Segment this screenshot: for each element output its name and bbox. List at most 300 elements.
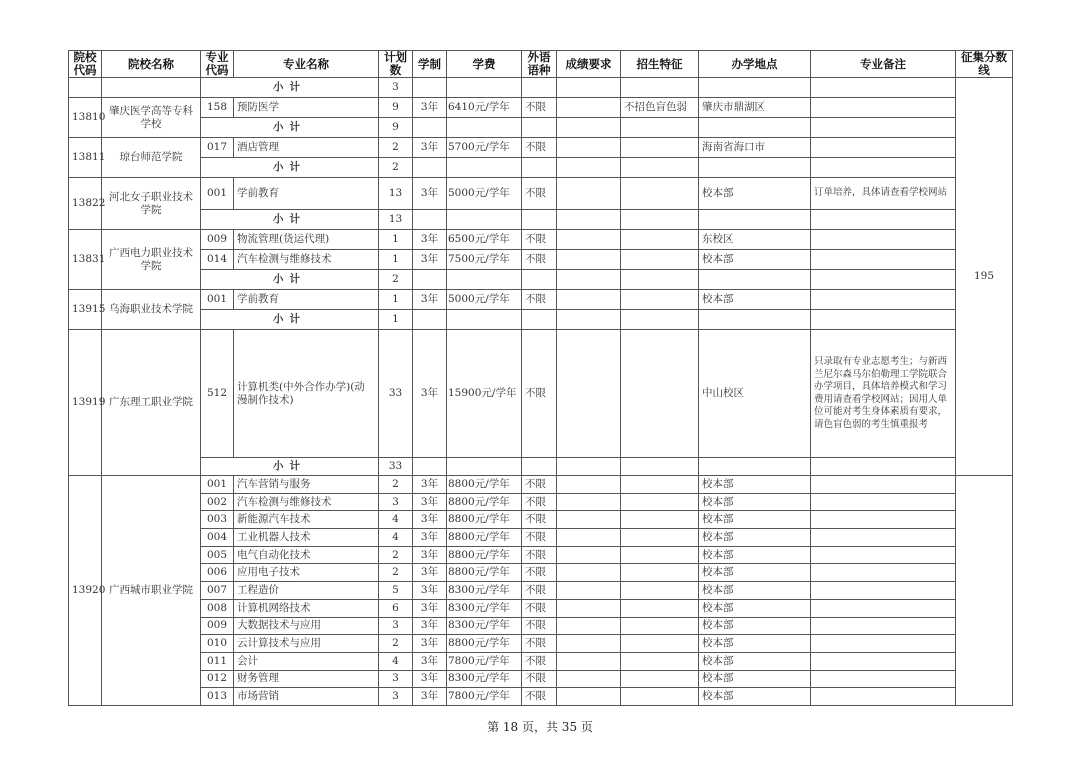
recruit-feature bbox=[621, 529, 699, 547]
language: 不限 bbox=[522, 688, 557, 706]
plan-count: 13 bbox=[379, 178, 413, 210]
major-code: 017 bbox=[201, 138, 234, 158]
years-empty bbox=[413, 210, 447, 230]
location: 校本部 bbox=[699, 250, 811, 270]
language: 不限 bbox=[522, 493, 557, 511]
major-code: 014 bbox=[201, 250, 234, 270]
header-plan: 计划数 bbox=[379, 51, 413, 78]
score-requirement bbox=[557, 476, 621, 494]
major-remark bbox=[811, 564, 956, 582]
subtotal-row bbox=[69, 78, 1013, 98]
fee-empty bbox=[447, 118, 522, 138]
major-code: 010 bbox=[201, 635, 234, 653]
major-name: 汽车检测与维修技术 bbox=[234, 493, 379, 511]
recruit-feature bbox=[621, 138, 699, 158]
years: 3年 bbox=[413, 178, 447, 210]
fee: 8800元/学年 bbox=[447, 564, 522, 582]
admission-plan-table bbox=[68, 50, 1013, 706]
major-code: 004 bbox=[201, 529, 234, 547]
years: 3年 bbox=[413, 564, 447, 582]
recruit-feature: 不招色盲色弱 bbox=[621, 98, 699, 118]
language-empty bbox=[522, 458, 557, 476]
score-requirement-empty bbox=[557, 210, 621, 230]
major-remark bbox=[811, 511, 956, 529]
header-years: 学制 bbox=[413, 51, 447, 78]
location: 校本部 bbox=[699, 635, 811, 653]
table-row bbox=[69, 582, 1013, 600]
score-requirement bbox=[557, 493, 621, 511]
language-empty bbox=[522, 158, 557, 178]
recruit-feature bbox=[621, 290, 699, 310]
subtotal-label: 小计 bbox=[201, 310, 379, 330]
fee: 5700元/学年 bbox=[447, 138, 522, 158]
score-requirement bbox=[557, 688, 621, 706]
school-code: 13822 bbox=[69, 178, 102, 230]
years: 3年 bbox=[413, 688, 447, 706]
score-requirement bbox=[557, 564, 621, 582]
fee: 6500元/学年 bbox=[447, 230, 522, 250]
score-requirement bbox=[557, 546, 621, 564]
fee-empty bbox=[447, 310, 522, 330]
major-code: 006 bbox=[201, 564, 234, 582]
school-name: 广西电力职业技术学院 bbox=[102, 230, 201, 290]
table-row bbox=[69, 529, 1013, 547]
years-empty bbox=[413, 270, 447, 290]
language: 不限 bbox=[522, 617, 557, 635]
recruit-feature bbox=[621, 493, 699, 511]
table-row bbox=[69, 98, 1013, 118]
plan-count: 2 bbox=[379, 476, 413, 494]
subtotal-label: 小计 bbox=[201, 458, 379, 476]
major-remark bbox=[811, 138, 956, 158]
school-name: 乌海职业技术学院 bbox=[102, 290, 201, 330]
page-footer: 第 18 页，共 35 页 bbox=[487, 720, 593, 734]
fee: 5000元/学年 bbox=[447, 290, 522, 310]
subtotal-count: 1 bbox=[379, 310, 413, 330]
header-school-code: 院校代码 bbox=[69, 51, 102, 78]
table-row bbox=[69, 330, 1013, 458]
recruit-feature bbox=[621, 670, 699, 688]
major-remark-empty bbox=[811, 210, 956, 230]
score-requirement bbox=[557, 635, 621, 653]
years: 3年 bbox=[413, 476, 447, 494]
plan-count: 3 bbox=[379, 617, 413, 635]
recruit-feature-empty bbox=[621, 270, 699, 290]
subtotal-label: 小计 bbox=[201, 78, 379, 98]
location-empty bbox=[699, 270, 811, 290]
recruit-feature bbox=[621, 582, 699, 600]
recruit-feature-empty bbox=[621, 118, 699, 138]
major-remark bbox=[811, 688, 956, 706]
years: 3年 bbox=[413, 511, 447, 529]
school-name: 肇庆医学高等专科学校 bbox=[102, 98, 201, 138]
recruit-feature-empty bbox=[621, 458, 699, 476]
major-name: 学前教育 bbox=[234, 178, 379, 210]
score-requirement bbox=[557, 511, 621, 529]
major-name: 大数据技术与应用 bbox=[234, 617, 379, 635]
recruit-feature-empty bbox=[621, 78, 699, 98]
plan-count: 2 bbox=[379, 546, 413, 564]
recruit-feature bbox=[621, 599, 699, 617]
years: 3年 bbox=[413, 138, 447, 158]
score-requirement bbox=[557, 230, 621, 250]
location: 肇庆市鼎湖区 bbox=[699, 98, 811, 118]
plan-count: 6 bbox=[379, 599, 413, 617]
major-remark: 订单培养，具体请查看学校网站 bbox=[811, 178, 956, 210]
major-code: 512 bbox=[201, 330, 234, 458]
score-requirement bbox=[557, 582, 621, 600]
score-requirement-empty bbox=[557, 158, 621, 178]
score-requirement-empty bbox=[557, 310, 621, 330]
major-remark bbox=[811, 476, 956, 494]
years: 3年 bbox=[413, 582, 447, 600]
major-remark bbox=[811, 617, 956, 635]
major-remark-empty bbox=[811, 158, 956, 178]
plan-count: 9 bbox=[379, 98, 413, 118]
score-requirement-empty bbox=[557, 458, 621, 476]
fee: 7800元/学年 bbox=[447, 688, 522, 706]
plan-count: 2 bbox=[379, 138, 413, 158]
major-remark-empty bbox=[811, 458, 956, 476]
min-score bbox=[956, 476, 1013, 706]
fee: 8300元/学年 bbox=[447, 599, 522, 617]
recruit-feature bbox=[621, 230, 699, 250]
subtotal-label: 小计 bbox=[201, 118, 379, 138]
school-code: 13915 bbox=[69, 290, 102, 330]
language: 不限 bbox=[522, 635, 557, 653]
major-remark bbox=[811, 670, 956, 688]
major-remark-empty bbox=[811, 310, 956, 330]
years: 3年 bbox=[413, 98, 447, 118]
major-remark bbox=[811, 493, 956, 511]
language: 不限 bbox=[522, 582, 557, 600]
table-row bbox=[69, 230, 1013, 250]
recruit-feature bbox=[621, 652, 699, 670]
years: 3年 bbox=[413, 330, 447, 458]
location: 校本部 bbox=[699, 511, 811, 529]
header-school-name: 院校名称 bbox=[102, 51, 201, 78]
subtotal-row bbox=[69, 458, 1013, 476]
subtotal-row bbox=[69, 310, 1013, 330]
major-name: 汽车营销与服务 bbox=[234, 476, 379, 494]
score-requirement bbox=[557, 599, 621, 617]
years: 3年 bbox=[413, 493, 447, 511]
major-remark bbox=[811, 529, 956, 547]
recruit-feature-empty bbox=[621, 310, 699, 330]
table-row bbox=[69, 670, 1013, 688]
table-row bbox=[69, 688, 1013, 706]
major-remark bbox=[811, 546, 956, 564]
major-remark bbox=[811, 599, 956, 617]
plan-count: 2 bbox=[379, 635, 413, 653]
subtotal-row bbox=[69, 270, 1013, 290]
fee: 15900元/学年 bbox=[447, 330, 522, 458]
header-major-name: 专业名称 bbox=[234, 51, 379, 78]
language-empty bbox=[522, 210, 557, 230]
language: 不限 bbox=[522, 529, 557, 547]
major-code: 001 bbox=[201, 476, 234, 494]
location: 校本部 bbox=[699, 688, 811, 706]
major-remark bbox=[811, 652, 956, 670]
location: 校本部 bbox=[699, 652, 811, 670]
table-row bbox=[69, 546, 1013, 564]
years: 3年 bbox=[413, 599, 447, 617]
years: 3年 bbox=[413, 529, 447, 547]
table-row bbox=[69, 599, 1013, 617]
years-empty bbox=[413, 78, 447, 98]
school-name bbox=[102, 78, 201, 98]
fee: 8800元/学年 bbox=[447, 546, 522, 564]
major-name: 计算机类(中外合作办学)(动漫制作技术) bbox=[234, 330, 379, 458]
major-remark bbox=[811, 635, 956, 653]
major-name: 电气自动化技术 bbox=[234, 546, 379, 564]
years-empty bbox=[413, 158, 447, 178]
language: 不限 bbox=[522, 290, 557, 310]
major-code: 009 bbox=[201, 230, 234, 250]
years: 3年 bbox=[413, 546, 447, 564]
location-empty bbox=[699, 458, 811, 476]
recruit-feature bbox=[621, 564, 699, 582]
location-empty bbox=[699, 310, 811, 330]
major-remark bbox=[811, 290, 956, 310]
school-code: 13920 bbox=[69, 476, 102, 706]
language: 不限 bbox=[522, 230, 557, 250]
location: 校本部 bbox=[699, 670, 811, 688]
major-name: 市场营销 bbox=[234, 688, 379, 706]
major-code: 011 bbox=[201, 652, 234, 670]
plan-count: 5 bbox=[379, 582, 413, 600]
fee-empty bbox=[447, 210, 522, 230]
table-row bbox=[69, 564, 1013, 582]
subtotal-count: 9 bbox=[379, 118, 413, 138]
major-code: 158 bbox=[201, 98, 234, 118]
major-remark-empty bbox=[811, 270, 956, 290]
score-requirement bbox=[557, 98, 621, 118]
plan-count: 1 bbox=[379, 230, 413, 250]
major-name: 酒店管理 bbox=[234, 138, 379, 158]
school-name: 广西城市职业学院 bbox=[102, 476, 201, 706]
language-empty bbox=[522, 270, 557, 290]
language: 不限 bbox=[522, 330, 557, 458]
score-requirement bbox=[557, 250, 621, 270]
language: 不限 bbox=[522, 546, 557, 564]
recruit-feature bbox=[621, 688, 699, 706]
years: 3年 bbox=[413, 635, 447, 653]
major-remark bbox=[811, 230, 956, 250]
subtotal-row bbox=[69, 158, 1013, 178]
subtotal-count: 33 bbox=[379, 458, 413, 476]
recruit-feature bbox=[621, 511, 699, 529]
table-row bbox=[69, 652, 1013, 670]
location: 校本部 bbox=[699, 582, 811, 600]
major-code: 001 bbox=[201, 178, 234, 210]
recruit-feature bbox=[621, 250, 699, 270]
plan-count: 2 bbox=[379, 564, 413, 582]
major-name: 工程造价 bbox=[234, 582, 379, 600]
school-code bbox=[69, 78, 102, 98]
major-code: 001 bbox=[201, 290, 234, 310]
fee: 6410元/学年 bbox=[447, 98, 522, 118]
fee-empty bbox=[447, 78, 522, 98]
fee: 8800元/学年 bbox=[447, 635, 522, 653]
recruit-feature bbox=[621, 330, 699, 458]
fee: 7500元/学年 bbox=[447, 250, 522, 270]
min-score: 195 bbox=[956, 78, 1013, 476]
school-name: 广东理工职业学院 bbox=[102, 330, 201, 476]
years-empty bbox=[413, 118, 447, 138]
subtotal-row bbox=[69, 210, 1013, 230]
plan-count: 4 bbox=[379, 511, 413, 529]
location: 校本部 bbox=[699, 178, 811, 210]
score-requirement bbox=[557, 330, 621, 458]
table-row bbox=[69, 178, 1013, 210]
years: 3年 bbox=[413, 617, 447, 635]
years: 3年 bbox=[413, 290, 447, 310]
header-remark: 专业备注 bbox=[811, 51, 956, 78]
subtotal-row bbox=[69, 118, 1013, 138]
language: 不限 bbox=[522, 511, 557, 529]
language: 不限 bbox=[522, 564, 557, 582]
location: 校本部 bbox=[699, 476, 811, 494]
major-code: 002 bbox=[201, 493, 234, 511]
school-name: 河北女子职业技术学院 bbox=[102, 178, 201, 230]
subtotal-count: 13 bbox=[379, 210, 413, 230]
header-location: 办学地点 bbox=[699, 51, 811, 78]
major-code: 013 bbox=[201, 688, 234, 706]
major-code: 008 bbox=[201, 599, 234, 617]
recruit-feature bbox=[621, 635, 699, 653]
location: 东校区 bbox=[699, 230, 811, 250]
subtotal-label: 小计 bbox=[201, 210, 379, 230]
major-name: 财务管理 bbox=[234, 670, 379, 688]
fee: 8300元/学年 bbox=[447, 582, 522, 600]
school-code: 13831 bbox=[69, 230, 102, 290]
score-requirement bbox=[557, 617, 621, 635]
major-remark-empty bbox=[811, 118, 956, 138]
plan-count: 1 bbox=[379, 290, 413, 310]
language: 不限 bbox=[522, 670, 557, 688]
years: 3年 bbox=[413, 230, 447, 250]
major-name: 汽车检测与维修技术 bbox=[234, 250, 379, 270]
table-row bbox=[69, 511, 1013, 529]
table-row bbox=[69, 290, 1013, 310]
fee-empty bbox=[447, 270, 522, 290]
fee: 8300元/学年 bbox=[447, 617, 522, 635]
fee: 8800元/学年 bbox=[447, 476, 522, 494]
major-name: 物流管理(货运代理) bbox=[234, 230, 379, 250]
major-code: 003 bbox=[201, 511, 234, 529]
language: 不限 bbox=[522, 98, 557, 118]
recruit-feature bbox=[621, 617, 699, 635]
score-requirement-empty bbox=[557, 78, 621, 98]
table-row bbox=[69, 617, 1013, 635]
fee: 7800元/学年 bbox=[447, 652, 522, 670]
recruit-feature bbox=[621, 546, 699, 564]
score-requirement bbox=[557, 529, 621, 547]
location: 海南省海口市 bbox=[699, 138, 811, 158]
score-requirement bbox=[557, 290, 621, 310]
major-name: 新能源汽车技术 bbox=[234, 511, 379, 529]
fee: 8800元/学年 bbox=[447, 529, 522, 547]
recruit-feature bbox=[621, 476, 699, 494]
fee: 8800元/学年 bbox=[447, 511, 522, 529]
recruit-feature bbox=[621, 178, 699, 210]
header-score-requirement: 成绩要求 bbox=[557, 51, 621, 78]
school-name: 琼台师范学院 bbox=[102, 138, 201, 178]
subtotal-label: 小计 bbox=[201, 270, 379, 290]
language: 不限 bbox=[522, 178, 557, 210]
language-empty bbox=[522, 310, 557, 330]
location: 中山校区 bbox=[699, 330, 811, 458]
years-empty bbox=[413, 458, 447, 476]
score-requirement bbox=[557, 138, 621, 158]
location: 校本部 bbox=[699, 599, 811, 617]
fee-empty bbox=[447, 458, 522, 476]
table-row bbox=[69, 493, 1013, 511]
score-requirement bbox=[557, 652, 621, 670]
plan-count: 3 bbox=[379, 688, 413, 706]
language: 不限 bbox=[522, 599, 557, 617]
years: 3年 bbox=[413, 670, 447, 688]
location: 校本部 bbox=[699, 564, 811, 582]
location: 校本部 bbox=[699, 290, 811, 310]
location: 校本部 bbox=[699, 546, 811, 564]
plan-count: 33 bbox=[379, 330, 413, 458]
recruit-feature-empty bbox=[621, 158, 699, 178]
major-name: 预防医学 bbox=[234, 98, 379, 118]
major-name: 会计 bbox=[234, 652, 379, 670]
subtotal-count: 3 bbox=[379, 78, 413, 98]
header-major-code: 专业代码 bbox=[201, 51, 234, 78]
school-code: 13810 bbox=[69, 98, 102, 138]
major-name: 云计算技术与应用 bbox=[234, 635, 379, 653]
major-code: 007 bbox=[201, 582, 234, 600]
major-remark-empty bbox=[811, 78, 956, 98]
major-remark bbox=[811, 582, 956, 600]
major-remark bbox=[811, 250, 956, 270]
school-code: 13919 bbox=[69, 330, 102, 476]
school-code: 13811 bbox=[69, 138, 102, 178]
recruit-feature-empty bbox=[621, 210, 699, 230]
fee: 8300元/学年 bbox=[447, 670, 522, 688]
score-requirement-empty bbox=[557, 270, 621, 290]
header-row bbox=[69, 51, 1013, 78]
header-feature: 招生特征 bbox=[621, 51, 699, 78]
major-remark bbox=[811, 98, 956, 118]
major-name: 学前教育 bbox=[234, 290, 379, 310]
plan-count: 4 bbox=[379, 652, 413, 670]
major-remark: 只录取有专业志愿考生；与新西兰尼尔森马尔伯勒理工学院联合办学项目，具体培养模式和学习费用请查看学校网站；因用人单位可能对考生身体素质有要求，请色盲色弱的考生慎重报考 bbox=[811, 330, 956, 458]
fee: 5000元/学年 bbox=[447, 178, 522, 210]
location: 校本部 bbox=[699, 529, 811, 547]
table-row bbox=[69, 138, 1013, 158]
table-row bbox=[69, 476, 1013, 494]
language-empty bbox=[522, 118, 557, 138]
subtotal-label: 小计 bbox=[201, 158, 379, 178]
language: 不限 bbox=[522, 652, 557, 670]
major-name: 计算机网络技术 bbox=[234, 599, 379, 617]
plan-count: 3 bbox=[379, 670, 413, 688]
language-empty bbox=[522, 78, 557, 98]
language: 不限 bbox=[522, 476, 557, 494]
header-min-score: 征集分数线 bbox=[956, 51, 1013, 78]
subtotal-count: 2 bbox=[379, 158, 413, 178]
subtotal-count: 2 bbox=[379, 270, 413, 290]
plan-count: 3 bbox=[379, 493, 413, 511]
score-requirement bbox=[557, 178, 621, 210]
plan-count: 1 bbox=[379, 250, 413, 270]
language: 不限 bbox=[522, 250, 557, 270]
